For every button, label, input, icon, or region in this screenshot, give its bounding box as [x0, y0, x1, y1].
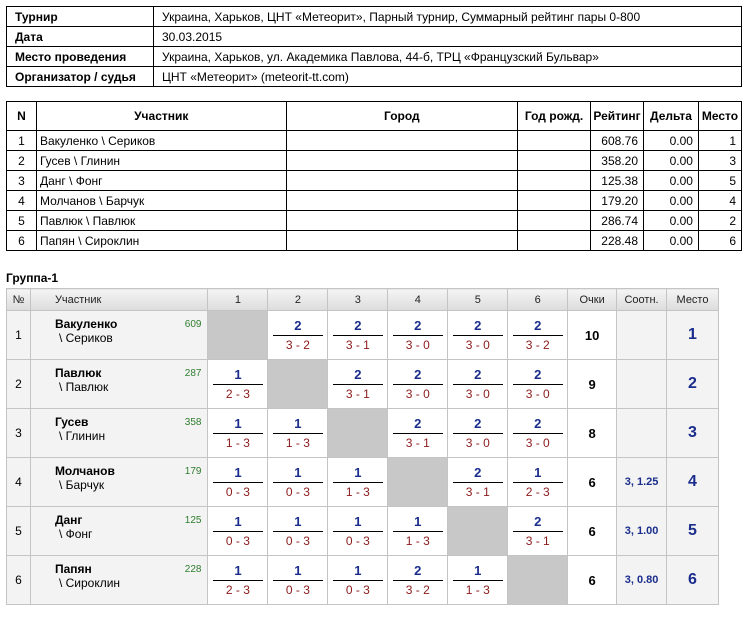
match-points: 1: [273, 514, 323, 532]
group-col-opponent: 6: [508, 289, 568, 311]
match-score: 3 - 0: [405, 386, 430, 401]
participant-delta: 0.00: [644, 151, 699, 171]
participant-city: [286, 171, 518, 191]
match-points: 2: [453, 318, 503, 336]
self-match-cell: [448, 507, 508, 556]
match-score: 2 - 3: [225, 582, 250, 597]
self-match-cell: [328, 409, 388, 458]
match-result-cell: [508, 360, 568, 409]
group-row-number: 5: [7, 507, 31, 556]
participant-delta: 0.00: [644, 171, 699, 191]
player-name: Гусев: [54, 415, 89, 429]
participant-name: Молчанов \ Барчук: [36, 191, 286, 211]
match-score: 3 - 2: [405, 582, 430, 597]
match-result: [213, 465, 263, 500]
match-result: [453, 367, 503, 402]
group-points: 6: [568, 458, 617, 507]
match-points: 2: [333, 318, 383, 336]
player-partner: \ Глинин: [58, 429, 106, 443]
match-points: 2: [513, 514, 563, 532]
group-player-cell: [30, 360, 208, 409]
match-result: [273, 416, 323, 451]
group-place: 2: [667, 360, 719, 409]
match-score: 0 - 3: [285, 484, 310, 499]
participant-city: [286, 211, 518, 231]
match-points: 1: [393, 514, 443, 532]
match-score: 3 - 0: [465, 386, 490, 401]
player-name: Данг: [54, 513, 83, 527]
participants-header-row: [7, 102, 742, 131]
match-result-cell: [268, 409, 328, 458]
match-points: 1: [213, 416, 263, 434]
participant-birth-year: [518, 231, 591, 251]
match-result: [393, 514, 443, 549]
match-result: [333, 318, 383, 353]
info-value: 30.03.2015: [154, 27, 742, 47]
player-name: Вакуленко: [54, 317, 118, 331]
match-score: 1 - 3: [285, 435, 310, 450]
participants-col-header: Рейтинг: [591, 102, 644, 131]
group-results-table: [6, 288, 719, 605]
match-points: 1: [213, 563, 263, 581]
match-result-cell: [268, 311, 328, 360]
match-points: 2: [393, 318, 443, 336]
group-row-number: 2: [7, 360, 31, 409]
match-points: 2: [393, 367, 443, 385]
participant-place: 3: [698, 151, 741, 171]
match-result: [513, 514, 563, 549]
group-col-opponent: 2: [268, 289, 328, 311]
match-score: 0 - 3: [285, 582, 310, 597]
match-result-cell: [448, 360, 508, 409]
group-points: 6: [568, 556, 617, 605]
match-result: [333, 514, 383, 549]
info-value: Украина, Харьков, ЦНТ «Метеорит», Парный турнир, Суммарный рейтинг пары 0-800: [154, 7, 742, 27]
match-result: [393, 563, 443, 598]
match-result: [513, 367, 563, 402]
group-row-number: 6: [7, 556, 31, 605]
match-result: [393, 416, 443, 451]
match-score: 3 - 1: [345, 337, 370, 352]
group-ratio: 3, 0.80: [617, 556, 667, 605]
match-points: 2: [333, 367, 383, 385]
group-points: 8: [568, 409, 617, 458]
match-result-cell: [208, 409, 268, 458]
group-row-number: 1: [7, 311, 31, 360]
player-rating: 228: [184, 564, 202, 575]
group-ratio: 3, 1.00: [617, 507, 667, 556]
participant-rating: 179.20: [591, 191, 644, 211]
group-body: [7, 311, 719, 605]
player-name: Павлюк: [54, 366, 102, 380]
participant-place: 2: [698, 211, 741, 231]
group-row-number: 4: [7, 458, 31, 507]
match-result-cell: [508, 507, 568, 556]
participants-col-header: N: [7, 102, 37, 131]
match-result: [333, 367, 383, 402]
match-points: 2: [393, 416, 443, 434]
participants-body: [7, 131, 742, 251]
match-score: 3 - 1: [405, 435, 430, 450]
match-result: [513, 416, 563, 451]
self-match-cell: [208, 311, 268, 360]
match-score: 0 - 3: [225, 533, 250, 548]
participant-rating: 358.20: [591, 151, 644, 171]
info-row: [7, 47, 742, 67]
group-place: 3: [667, 409, 719, 458]
info-key: Дата: [7, 27, 154, 47]
participant-place: 4: [698, 191, 741, 211]
match-score: 1 - 3: [345, 484, 370, 499]
match-score: 3 - 2: [285, 337, 310, 352]
participant-rating: 125.38: [591, 171, 644, 191]
participant-delta: 0.00: [644, 191, 699, 211]
match-result-cell: [268, 458, 328, 507]
match-score: 1 - 3: [465, 582, 490, 597]
match-result-cell: [328, 360, 388, 409]
participant-city: [286, 151, 518, 171]
participant-delta: 0.00: [644, 211, 699, 231]
match-result-cell: [328, 311, 388, 360]
group-player-cell: [30, 556, 208, 605]
participant-rating: 228.48: [591, 231, 644, 251]
group-player-cell: [30, 311, 208, 360]
self-match-cell: [388, 458, 448, 507]
participant-birth-year: [518, 131, 591, 151]
match-result: [453, 563, 503, 598]
participant-place: 1: [698, 131, 741, 151]
participant-number: 6: [7, 231, 37, 251]
player-partner: \ Павлюк: [58, 380, 109, 394]
participants-col-header: Год рожд.: [518, 102, 591, 131]
player-rating: 179: [184, 466, 202, 477]
group-col-opponent: 1: [208, 289, 268, 311]
participant-row: [7, 231, 742, 251]
match-result-cell: [328, 507, 388, 556]
tournament-info-body: [7, 7, 742, 87]
participant-row: [7, 191, 742, 211]
match-points: 1: [213, 514, 263, 532]
match-points: 2: [513, 367, 563, 385]
player-partner: \ Фонг: [58, 527, 93, 541]
match-result: [453, 318, 503, 353]
participant-number: 4: [7, 191, 37, 211]
match-result: [333, 465, 383, 500]
participant-row: [7, 131, 742, 151]
match-points: 2: [453, 367, 503, 385]
participants-col-header: Участник: [36, 102, 286, 131]
match-result-cell: [328, 458, 388, 507]
match-result-cell: [208, 360, 268, 409]
match-result-cell: [268, 507, 328, 556]
match-score: 3 - 0: [465, 435, 490, 450]
match-points: 2: [273, 318, 323, 336]
participant-city: [286, 131, 518, 151]
participant-delta: 0.00: [644, 231, 699, 251]
match-score: 0 - 3: [285, 533, 310, 548]
participant-name: Гусев \ Глинин: [36, 151, 286, 171]
match-result-cell: [508, 311, 568, 360]
info-value: Украина, Харьков, ул. Академика Павлова, 44-б, ТРЦ «Французский Бульвар»: [154, 47, 742, 67]
participant-name: Вакуленко \ Сериков: [36, 131, 286, 151]
player-name: Молчанов: [54, 464, 115, 478]
participant-row: [7, 211, 742, 231]
match-result: [273, 563, 323, 598]
participants-col-header: Место: [698, 102, 741, 131]
group-points: 10: [568, 311, 617, 360]
participant-number: 2: [7, 151, 37, 171]
info-key: Турнир: [7, 7, 154, 27]
match-result: [393, 318, 443, 353]
match-result: [213, 416, 263, 451]
match-result: [213, 514, 263, 549]
match-score: 3 - 0: [465, 337, 490, 352]
group-col-ratio: Соотн.: [617, 289, 667, 311]
match-points: 1: [453, 563, 503, 581]
match-score: 3 - 1: [525, 533, 550, 548]
match-result-cell: [448, 458, 508, 507]
match-result-cell: [388, 409, 448, 458]
player-rating: 287: [184, 368, 202, 379]
match-score: 3 - 0: [525, 435, 550, 450]
match-result-cell: [388, 507, 448, 556]
match-score: 2 - 3: [225, 386, 250, 401]
group-ratio: 3, 1.25: [617, 458, 667, 507]
group-row-number: 3: [7, 409, 31, 458]
match-points: 1: [333, 563, 383, 581]
match-points: 1: [273, 465, 323, 483]
info-row: [7, 27, 742, 47]
match-points: 1: [213, 465, 263, 483]
participant-place: 6: [698, 231, 741, 251]
group-ratio: [617, 409, 667, 458]
player-rating: 125: [184, 515, 202, 526]
participant-birth-year: [518, 191, 591, 211]
participant-row: [7, 171, 742, 191]
match-score: 0 - 3: [345, 582, 370, 597]
match-result: [213, 563, 263, 598]
participant-birth-year: [518, 151, 591, 171]
player-partner: \ Сироклин: [58, 576, 121, 590]
match-result: [393, 367, 443, 402]
player-rating: 358: [184, 417, 202, 428]
match-result-cell: [328, 556, 388, 605]
participant-rating: 286.74: [591, 211, 644, 231]
group-row: [7, 507, 719, 556]
match-score: 3 - 0: [405, 337, 430, 352]
info-value: ЦНТ «Метеорит» (meteorit-tt.com): [154, 67, 742, 87]
info-key: Место проведения: [7, 47, 154, 67]
match-result: [453, 465, 503, 500]
match-points: 2: [453, 416, 503, 434]
participant-birth-year: [518, 171, 591, 191]
match-result-cell: [388, 556, 448, 605]
group-place: 1: [667, 311, 719, 360]
participant-row: [7, 151, 742, 171]
participant-name: Павлюк \ Павлюк: [36, 211, 286, 231]
self-match-cell: [268, 360, 328, 409]
group-points: 6: [568, 507, 617, 556]
match-points: 1: [213, 367, 263, 385]
group-place: 4: [667, 458, 719, 507]
match-score: 3 - 0: [525, 386, 550, 401]
match-score: 2 - 3: [525, 484, 550, 499]
match-result-cell: [448, 311, 508, 360]
match-score: 1 - 3: [405, 533, 430, 548]
group-points: 9: [568, 360, 617, 409]
match-result-cell: [208, 556, 268, 605]
participant-name: Данг \ Фонг: [36, 171, 286, 191]
participants-table: [6, 101, 742, 251]
participant-rating: 608.76: [591, 131, 644, 151]
match-points: 2: [513, 318, 563, 336]
group-ratio: [617, 311, 667, 360]
info-row: [7, 67, 742, 87]
match-result-cell: [388, 311, 448, 360]
match-result: [213, 367, 263, 402]
participants-col-header: Город: [286, 102, 518, 131]
match-score: 0 - 3: [345, 533, 370, 548]
group-row: [7, 556, 719, 605]
group-player-cell: [30, 507, 208, 556]
info-key: Организатор / судья: [7, 67, 154, 87]
tournament-info-table: [6, 6, 742, 87]
group-col-points: Очки: [568, 289, 617, 311]
group-player-cell: [30, 409, 208, 458]
match-result: [333, 563, 383, 598]
match-result-cell: [388, 360, 448, 409]
participant-city: [286, 231, 518, 251]
match-result-cell: [268, 556, 328, 605]
match-score: 3 - 2: [525, 337, 550, 352]
match-points: 1: [333, 514, 383, 532]
group-col-place: Место: [667, 289, 719, 311]
participant-number: 3: [7, 171, 37, 191]
info-row: [7, 7, 742, 27]
group-title: Группа-1: [6, 271, 59, 285]
group-ratio: [617, 360, 667, 409]
group-place: 5: [667, 507, 719, 556]
match-result: [273, 514, 323, 549]
participant-number: 1: [7, 131, 37, 151]
participant-delta: 0.00: [644, 131, 699, 151]
match-points: 2: [453, 465, 503, 483]
match-result-cell: [208, 507, 268, 556]
group-header-row: [7, 289, 719, 311]
match-result-cell: [448, 556, 508, 605]
player-name: Папян: [54, 562, 92, 576]
group-col-opponent: 3: [328, 289, 388, 311]
match-score: 1 - 3: [225, 435, 250, 450]
match-result: [453, 416, 503, 451]
group-row: [7, 311, 719, 360]
group-place: 6: [667, 556, 719, 605]
group-col-num: №: [7, 289, 31, 311]
match-points: 2: [513, 416, 563, 434]
participant-birth-year: [518, 211, 591, 231]
participant-name: Папян \ Сироклин: [36, 231, 286, 251]
match-score: 0 - 3: [225, 484, 250, 499]
group-col-player: Участник: [30, 289, 208, 311]
participant-city: [286, 191, 518, 211]
match-points: 1: [513, 465, 563, 483]
match-result-cell: [508, 458, 568, 507]
match-score: 3 - 1: [345, 386, 370, 401]
match-result-cell: [208, 458, 268, 507]
match-score: 3 - 1: [465, 484, 490, 499]
match-points: 1: [333, 465, 383, 483]
participant-number: 5: [7, 211, 37, 231]
match-result: [513, 465, 563, 500]
group-player-cell: [30, 458, 208, 507]
match-points: 1: [273, 416, 323, 434]
group-row: [7, 458, 719, 507]
match-result: [273, 318, 323, 353]
group-col-opponent: 4: [388, 289, 448, 311]
player-partner: \ Барчук: [58, 478, 105, 492]
group-row: [7, 360, 719, 409]
group-row: [7, 409, 719, 458]
match-points: 1: [273, 563, 323, 581]
match-result: [513, 318, 563, 353]
player-rating: 609: [184, 319, 202, 330]
participants-col-header: Дельта: [644, 102, 699, 131]
participant-place: 5: [698, 171, 741, 191]
group-col-opponent: 5: [448, 289, 508, 311]
match-result: [273, 465, 323, 500]
match-result-cell: [508, 409, 568, 458]
match-result-cell: [448, 409, 508, 458]
match-points: 2: [393, 563, 443, 581]
player-partner: \ Сериков: [58, 331, 113, 345]
self-match-cell: [508, 556, 568, 605]
